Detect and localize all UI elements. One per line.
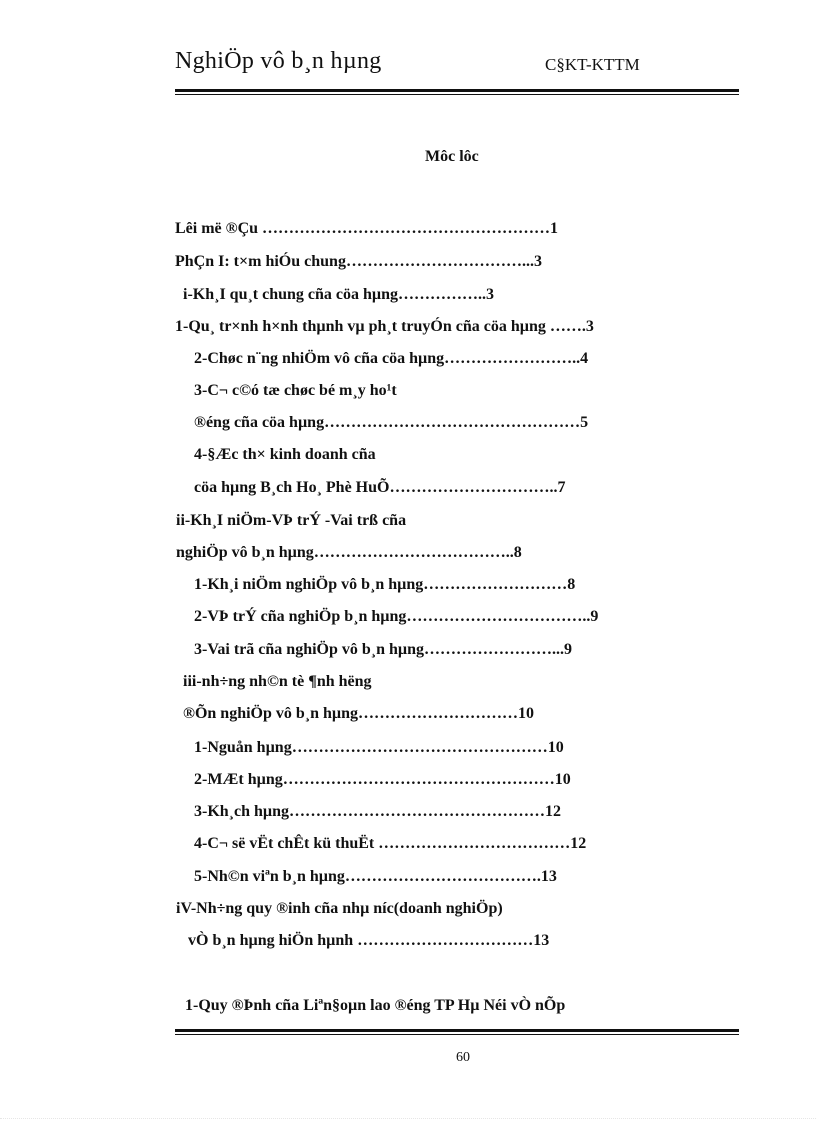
toc-entry: 4-C¬ së vËt chÊt kü thuËt ………………………………12 xyxy=(194,835,587,852)
toc-entry: 1-Nguån hµng…………………………………………10 xyxy=(194,739,564,756)
toc-entry: 1-Quy ®Þnh cña Liªn§oµn lao ®éng TP Hµ Néi vÒ nÕp xyxy=(185,997,566,1014)
header-subtitle: C§KT-KTTM xyxy=(545,55,640,74)
toc-entry: 5-Nh©n viªn b¸n hµng……………………………….13 xyxy=(194,868,557,885)
toc-entry: i-Kh¸I qu¸t chung cña cöa hµng……………..3 xyxy=(183,286,495,303)
toc-entry: 3-Kh¸ch hµng…………………………………………12 xyxy=(194,803,562,820)
header-divider xyxy=(175,89,739,95)
toc-entry: PhÇn I: t×m hiÓu chung……………………………...3 xyxy=(175,253,542,270)
footer-divider xyxy=(175,1029,739,1035)
toc-entry: nghiÖp vô b¸n hµng………………………………..8 xyxy=(176,544,522,561)
toc-entry: 4-§Æc th× kinh doanh cña xyxy=(194,446,376,463)
toc-entry: 3-Vai trã cña nghiÖp vô b¸n hµng……………………...9 xyxy=(194,641,573,658)
toc-entry: 3-C¬ c©ó tæ chøc bé m¸y ho¹t xyxy=(194,382,397,399)
toc-entry: vÒ b¸n hµng hiÖn hµnh ……………………………13 xyxy=(188,932,550,949)
toc-heading: Môc lôc xyxy=(425,148,479,165)
toc-entry: Lêi më ®Çu ………………………………………………1 xyxy=(175,220,559,237)
toc-entry: ii-Kh¸I niÖm-VÞ trÝ -Vai trß cña xyxy=(176,512,407,529)
toc-entry: 2-Chøc n¨ng nhiÖm vô cña cöa hµng……………………..4 xyxy=(194,350,589,367)
toc-entry: iV-Nh÷ng quy ®inh cña nhµ níc(doanh nghiÖp) xyxy=(176,900,503,917)
header-title: NghiÖp vô b¸n hµng xyxy=(175,48,382,74)
page-edge xyxy=(0,1118,816,1119)
toc-entry: 1-Qu¸ tr×nh h×nh thµnh vµ ph¸t truyÓn cña cöa hµng …….3 xyxy=(175,318,594,335)
toc-entry: 2-VÞ trÝ cña nghiÖp b¸n hµng……………………………..9 xyxy=(194,608,599,625)
toc-entry: ®éng cña cöa hµng…………………………………………5 xyxy=(194,414,589,431)
toc-entry: 2-MÆt hµng……………………………………………10 xyxy=(194,771,571,788)
toc-entry: cöa hµng B¸ch Ho¸ Phè HuÕ…………………………..7 xyxy=(194,479,566,496)
toc-entry: ®Õn nghiÖp vô b¸n hµng…………………………10 xyxy=(183,705,535,722)
toc-entry: 1-Kh¸i niÖm nghiÖp vô b¸n hµng………………………8 xyxy=(194,576,576,593)
page-number: 60 xyxy=(456,1050,470,1065)
toc-entry: iii-nh÷ng nh©n tè ¶nh hëng xyxy=(183,673,372,690)
